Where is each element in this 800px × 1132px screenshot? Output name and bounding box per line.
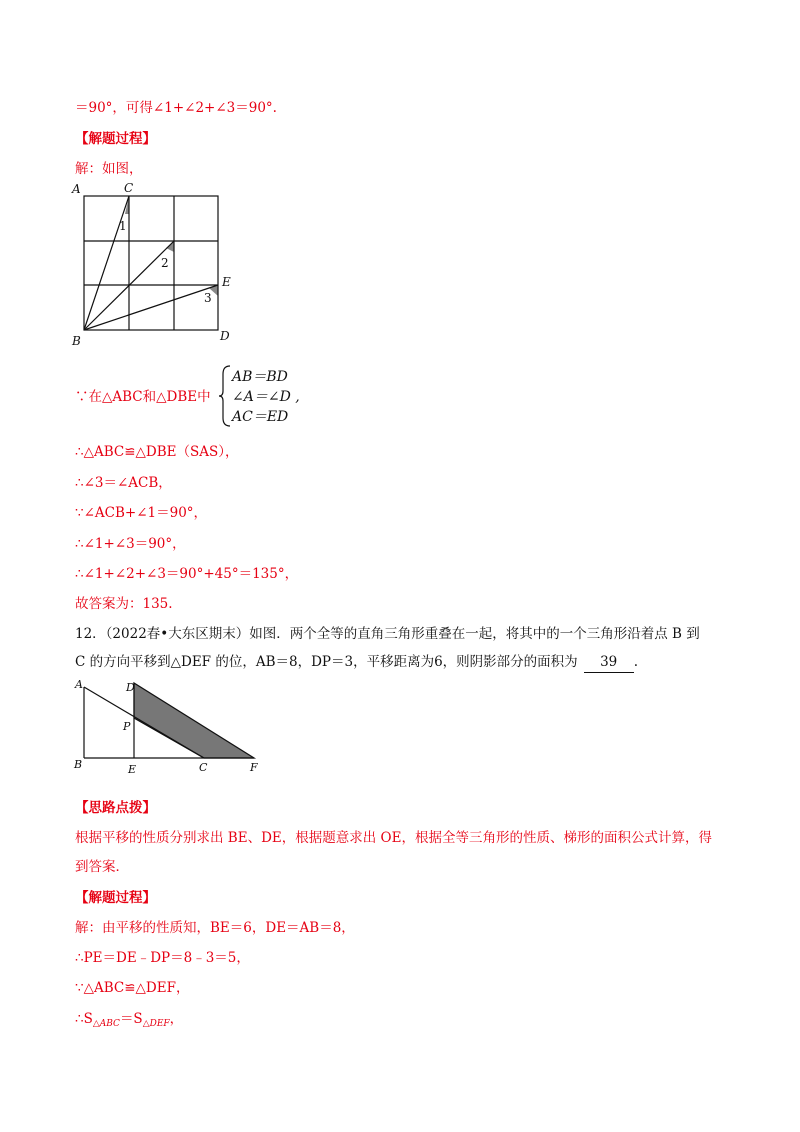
area-suffix: ，: [169, 1011, 184, 1027]
question-12-line-2: [75, 652, 638, 673]
proof-line-3: ∵∠ACB+∠1＝90°，: [75, 505, 208, 521]
fig2-label-P: P: [123, 720, 131, 733]
continuation-line: ＝90°，可得∠1+∠2+∠3＝90°.: [75, 100, 277, 116]
label-E: E: [222, 275, 231, 289]
label-B: B: [72, 334, 81, 348]
proof-line-1: ∴△ABC≌△DBE（SAS），: [75, 444, 239, 460]
section-heading-solution-2: 【解题过程】: [75, 890, 156, 906]
question-12-text: C 的方向平移到△DEF 的位，AB＝8，DP＝3，平移距离为6，则阴影部分的面积为: [75, 654, 578, 670]
fig2-label-A: A: [75, 678, 83, 691]
solution-intro: 解：如图，: [75, 161, 143, 177]
label-angle-2: 2: [161, 256, 169, 270]
proof-line-2: ∴∠3＝∠ACB，: [75, 475, 172, 491]
label-D: D: [220, 329, 230, 343]
label-A: A: [72, 182, 81, 196]
question-12-end: .: [633, 654, 638, 670]
area-sub-2: △DEF: [142, 1019, 170, 1029]
grid-figure: [70, 180, 240, 350]
because-statement: ∵在△ABC和△DBE中: [75, 389, 211, 405]
answer-blank: 39: [584, 652, 634, 673]
hint-line-1: 根据平移的性质分别求出 BE、DE，根据题意求出 OE，根据全等三角形的性质、梯形的面积公式计算，得: [75, 830, 712, 846]
solution-2-line-1: 解：由平移的性质知，BE＝6，DE＝AB＝8，: [75, 920, 355, 936]
proof-line-4: ∴∠1+∠3＝90°，: [75, 536, 186, 552]
proof-line-5: ∴∠1+∠2+∠3＝90°+45°＝135°，: [75, 566, 299, 582]
solution-2-line-2: ∴PE＝DE﹣DP＝8﹣3＝5，: [75, 950, 250, 966]
answer-line: 故答案为：135.: [75, 596, 173, 612]
area-mid: ＝S: [119, 1011, 143, 1027]
condition-3: AC＝ED: [232, 409, 289, 425]
label-angle-1: 1: [119, 219, 127, 233]
question-12-line-1: 12．（2022春•大东区期末）如图．两个全等的直角三角形重叠在一起，将其中的一个三角形沿着点 B 到: [75, 626, 700, 642]
area-prefix: ∴S: [75, 1011, 93, 1027]
shaded-region: [134, 683, 254, 758]
fig2-label-B: B: [74, 758, 83, 771]
condition-2: ∠A＝∠D ,: [232, 389, 300, 405]
triangle-figure: [72, 675, 272, 775]
label-C: C: [124, 181, 134, 195]
fig2-label-F: F: [250, 761, 258, 774]
grid-lines: [84, 196, 218, 330]
label-angle-3: 3: [204, 291, 212, 305]
fig2-label-E: E: [128, 763, 137, 775]
section-heading-solution: 【解题过程】: [75, 131, 156, 147]
condition-1: AB＝BD: [232, 369, 288, 385]
solution-2-line-4: [75, 1009, 183, 1034]
hint-line-2: 到答案．: [75, 859, 129, 875]
solution-2-line-3: ∵△ABC≌△DEF，: [75, 980, 190, 996]
fig2-label-D: D: [126, 681, 135, 694]
brace: [218, 364, 232, 428]
fig2-label-C: C: [199, 761, 208, 774]
section-heading-hint: 【思路点拨】: [75, 800, 156, 816]
area-sub-1: △ABC: [92, 1019, 120, 1029]
